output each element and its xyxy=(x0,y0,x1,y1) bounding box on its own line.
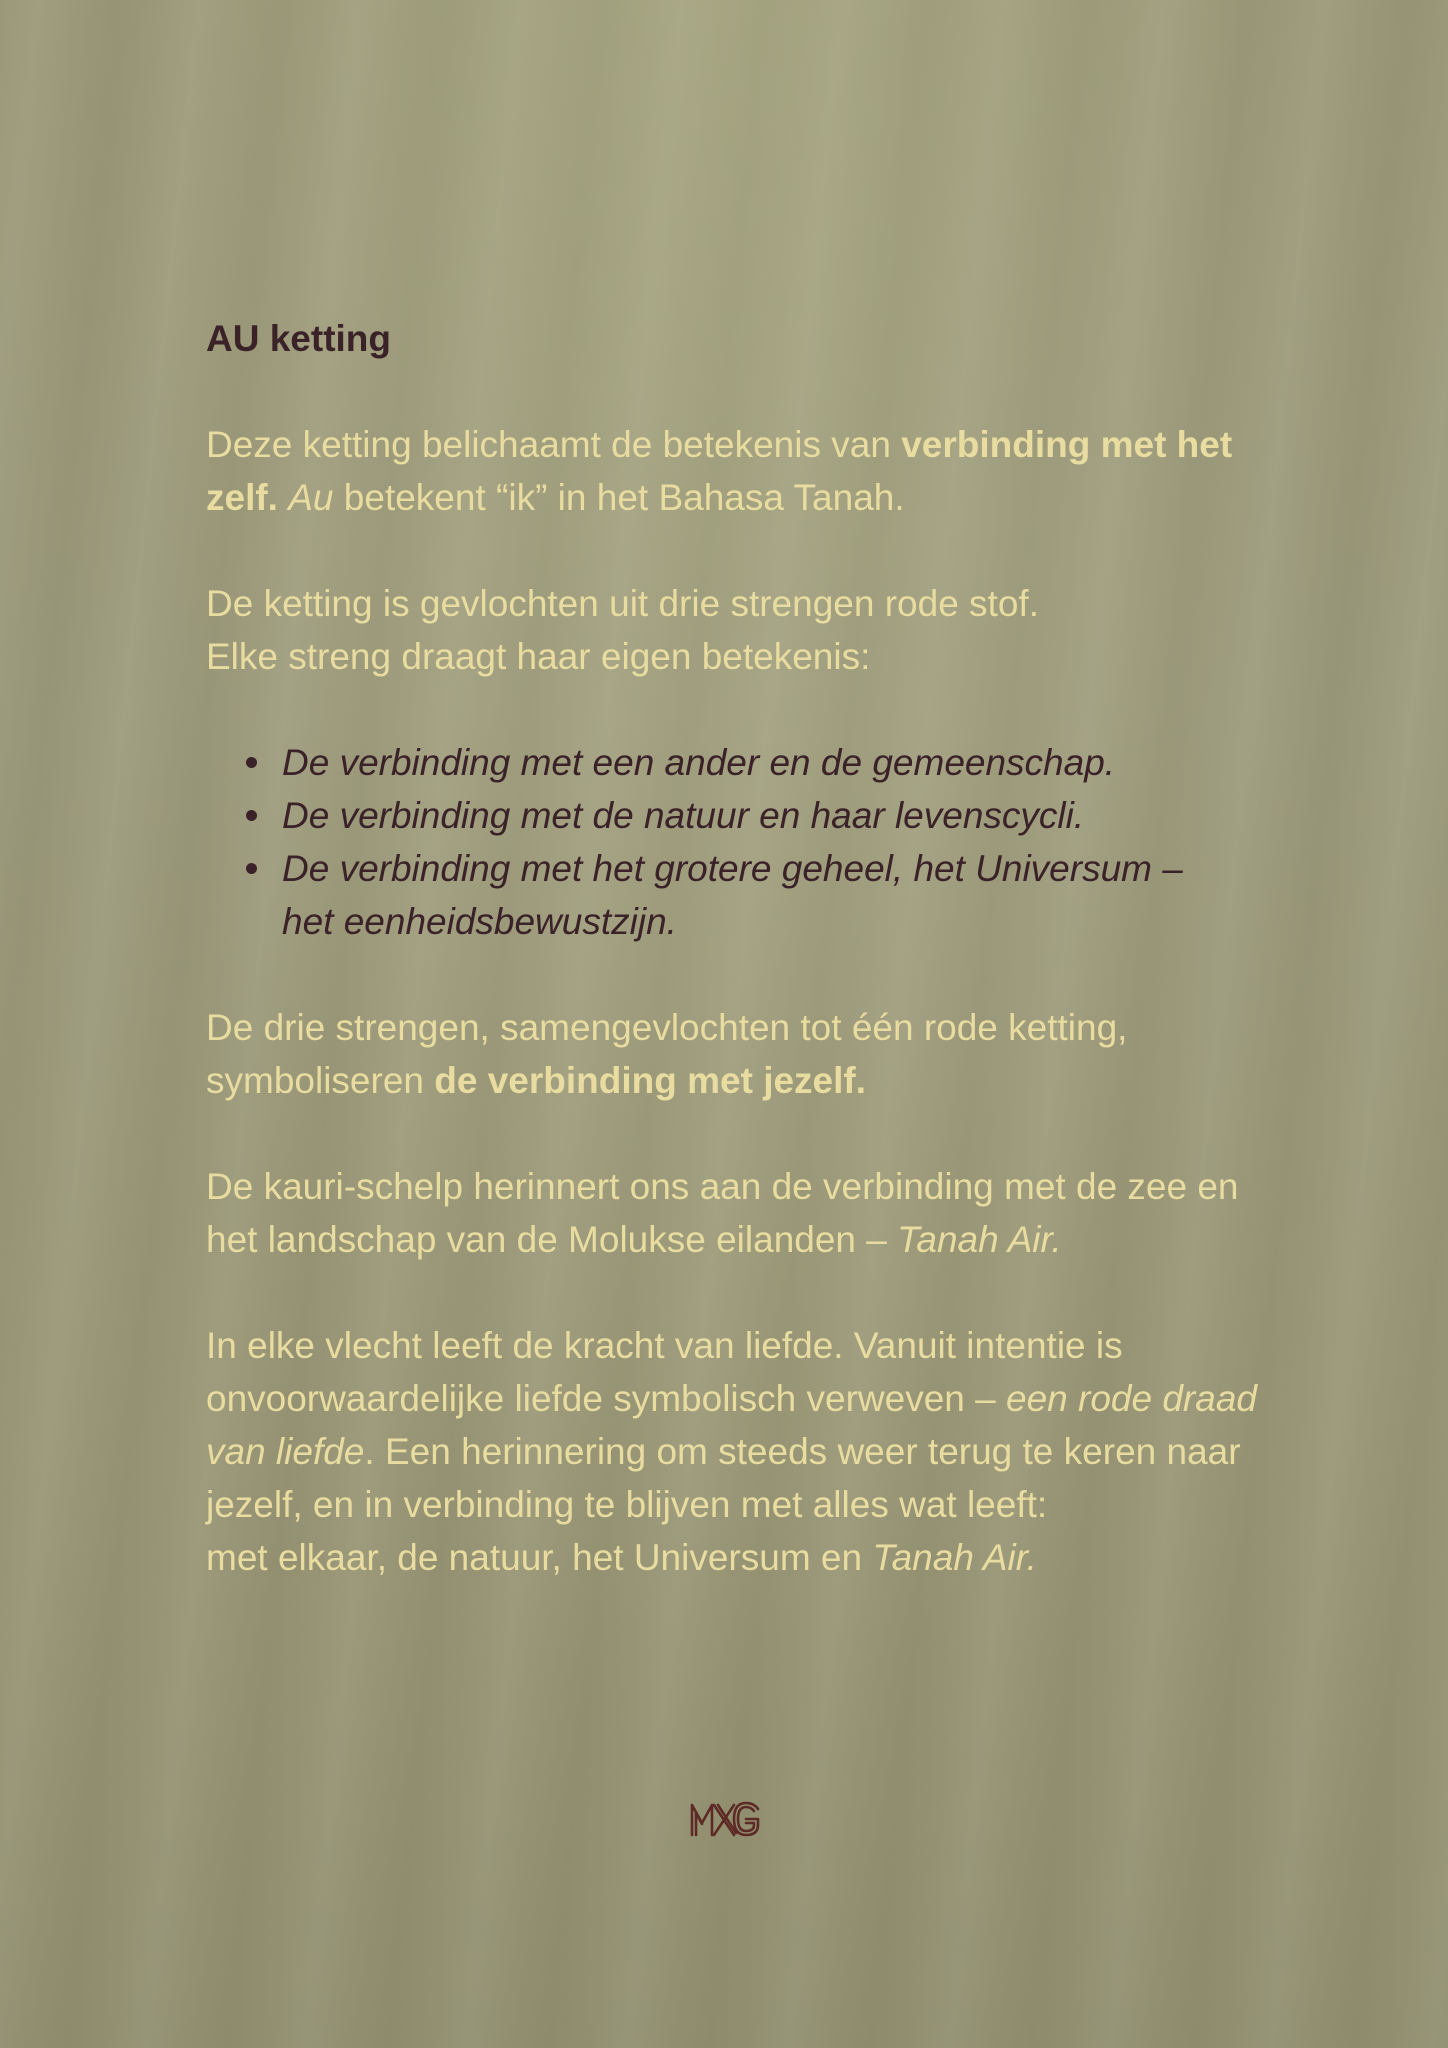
love-paragraph xyxy=(206,1319,1336,1584)
strands-line-1: De ketting is gevlochten uit drie strengen rode stof. xyxy=(206,583,1039,624)
intro-line-2 xyxy=(206,471,1336,524)
au-term: Au xyxy=(288,477,334,518)
page-title: AU ketting xyxy=(206,318,391,359)
shell-line-1: De kauri-schelp herinnert ons aan de verbinding met de zee en xyxy=(206,1166,1239,1207)
red-thread-phrase: een rode draad xyxy=(1006,1378,1257,1419)
strands-line-2: Elke streng draagt haar eigen betekenis: xyxy=(206,636,871,677)
love-line-4: jezelf, en in verbinding te blijven met alles wat leeft: xyxy=(206,1484,1048,1525)
love-text-cont: . Een herinnering om steeds weer terug te keren naar xyxy=(364,1431,1241,1472)
au-definition: betekent “ik” in het Bahasa Tanah. xyxy=(333,477,905,518)
mxg-logo-icon xyxy=(688,1797,764,1841)
intro-line-1 xyxy=(206,418,1336,471)
braided-line-1: De drie strengen, samengevlochten tot één rode ketting, xyxy=(206,1007,1128,1048)
list-item xyxy=(206,736,1336,789)
shell-line-2 xyxy=(206,1213,1336,1266)
braided-line-2 xyxy=(206,1054,1336,1107)
bullet-dot xyxy=(246,757,257,768)
bullet-dot xyxy=(246,863,257,874)
intro-paragraph xyxy=(206,418,1336,524)
list-item-text: De verbinding met het grotere geheel, het Universum – xyxy=(282,848,1183,889)
bullet-dot xyxy=(246,810,257,821)
tanah-air-term: Tanah Air. xyxy=(872,1537,1037,1578)
tanah-air-term: Tanah Air. xyxy=(897,1219,1062,1260)
love-line-5 xyxy=(206,1531,1336,1584)
love-line-1: In elke vlecht leeft de kracht van liefde. Vanuit intentie is xyxy=(206,1325,1123,1366)
braided-paragraph xyxy=(206,1001,1336,1107)
shell-paragraph xyxy=(206,1160,1336,1266)
braided-text: symboliseren xyxy=(206,1060,435,1101)
strands-paragraph xyxy=(206,577,1336,683)
love-text: onvoorwaardelijke liefde symbolisch verweven – xyxy=(206,1378,1006,1419)
intro-emphasis-end: zelf. xyxy=(206,477,278,518)
intro-emphasis: verbinding met het xyxy=(901,424,1233,465)
list-item-text: De verbinding met de natuur en haar levenscycli. xyxy=(282,795,1085,836)
list-item-text: De verbinding met een ander en de gemeenschap. xyxy=(282,742,1116,783)
meanings-list xyxy=(206,736,1336,948)
list-item-text-continued: het eenheidsbewustzijn. xyxy=(282,901,677,942)
list-item xyxy=(206,789,1336,842)
love-line-3 xyxy=(206,1425,1336,1478)
love-line-2 xyxy=(206,1372,1336,1425)
list-item xyxy=(206,842,1336,948)
red-thread-phrase-end: van liefde xyxy=(206,1431,365,1472)
content-column xyxy=(206,312,1336,1637)
love-text-end: met elkaar, de natuur, het Universum en xyxy=(206,1537,873,1578)
intro-text: Deze ketting belichaamt de betekenis van xyxy=(206,424,902,465)
braided-emphasis: de verbinding met jezelf. xyxy=(434,1060,867,1101)
shell-text: het landschap van de Molukse eilanden – xyxy=(206,1219,898,1260)
